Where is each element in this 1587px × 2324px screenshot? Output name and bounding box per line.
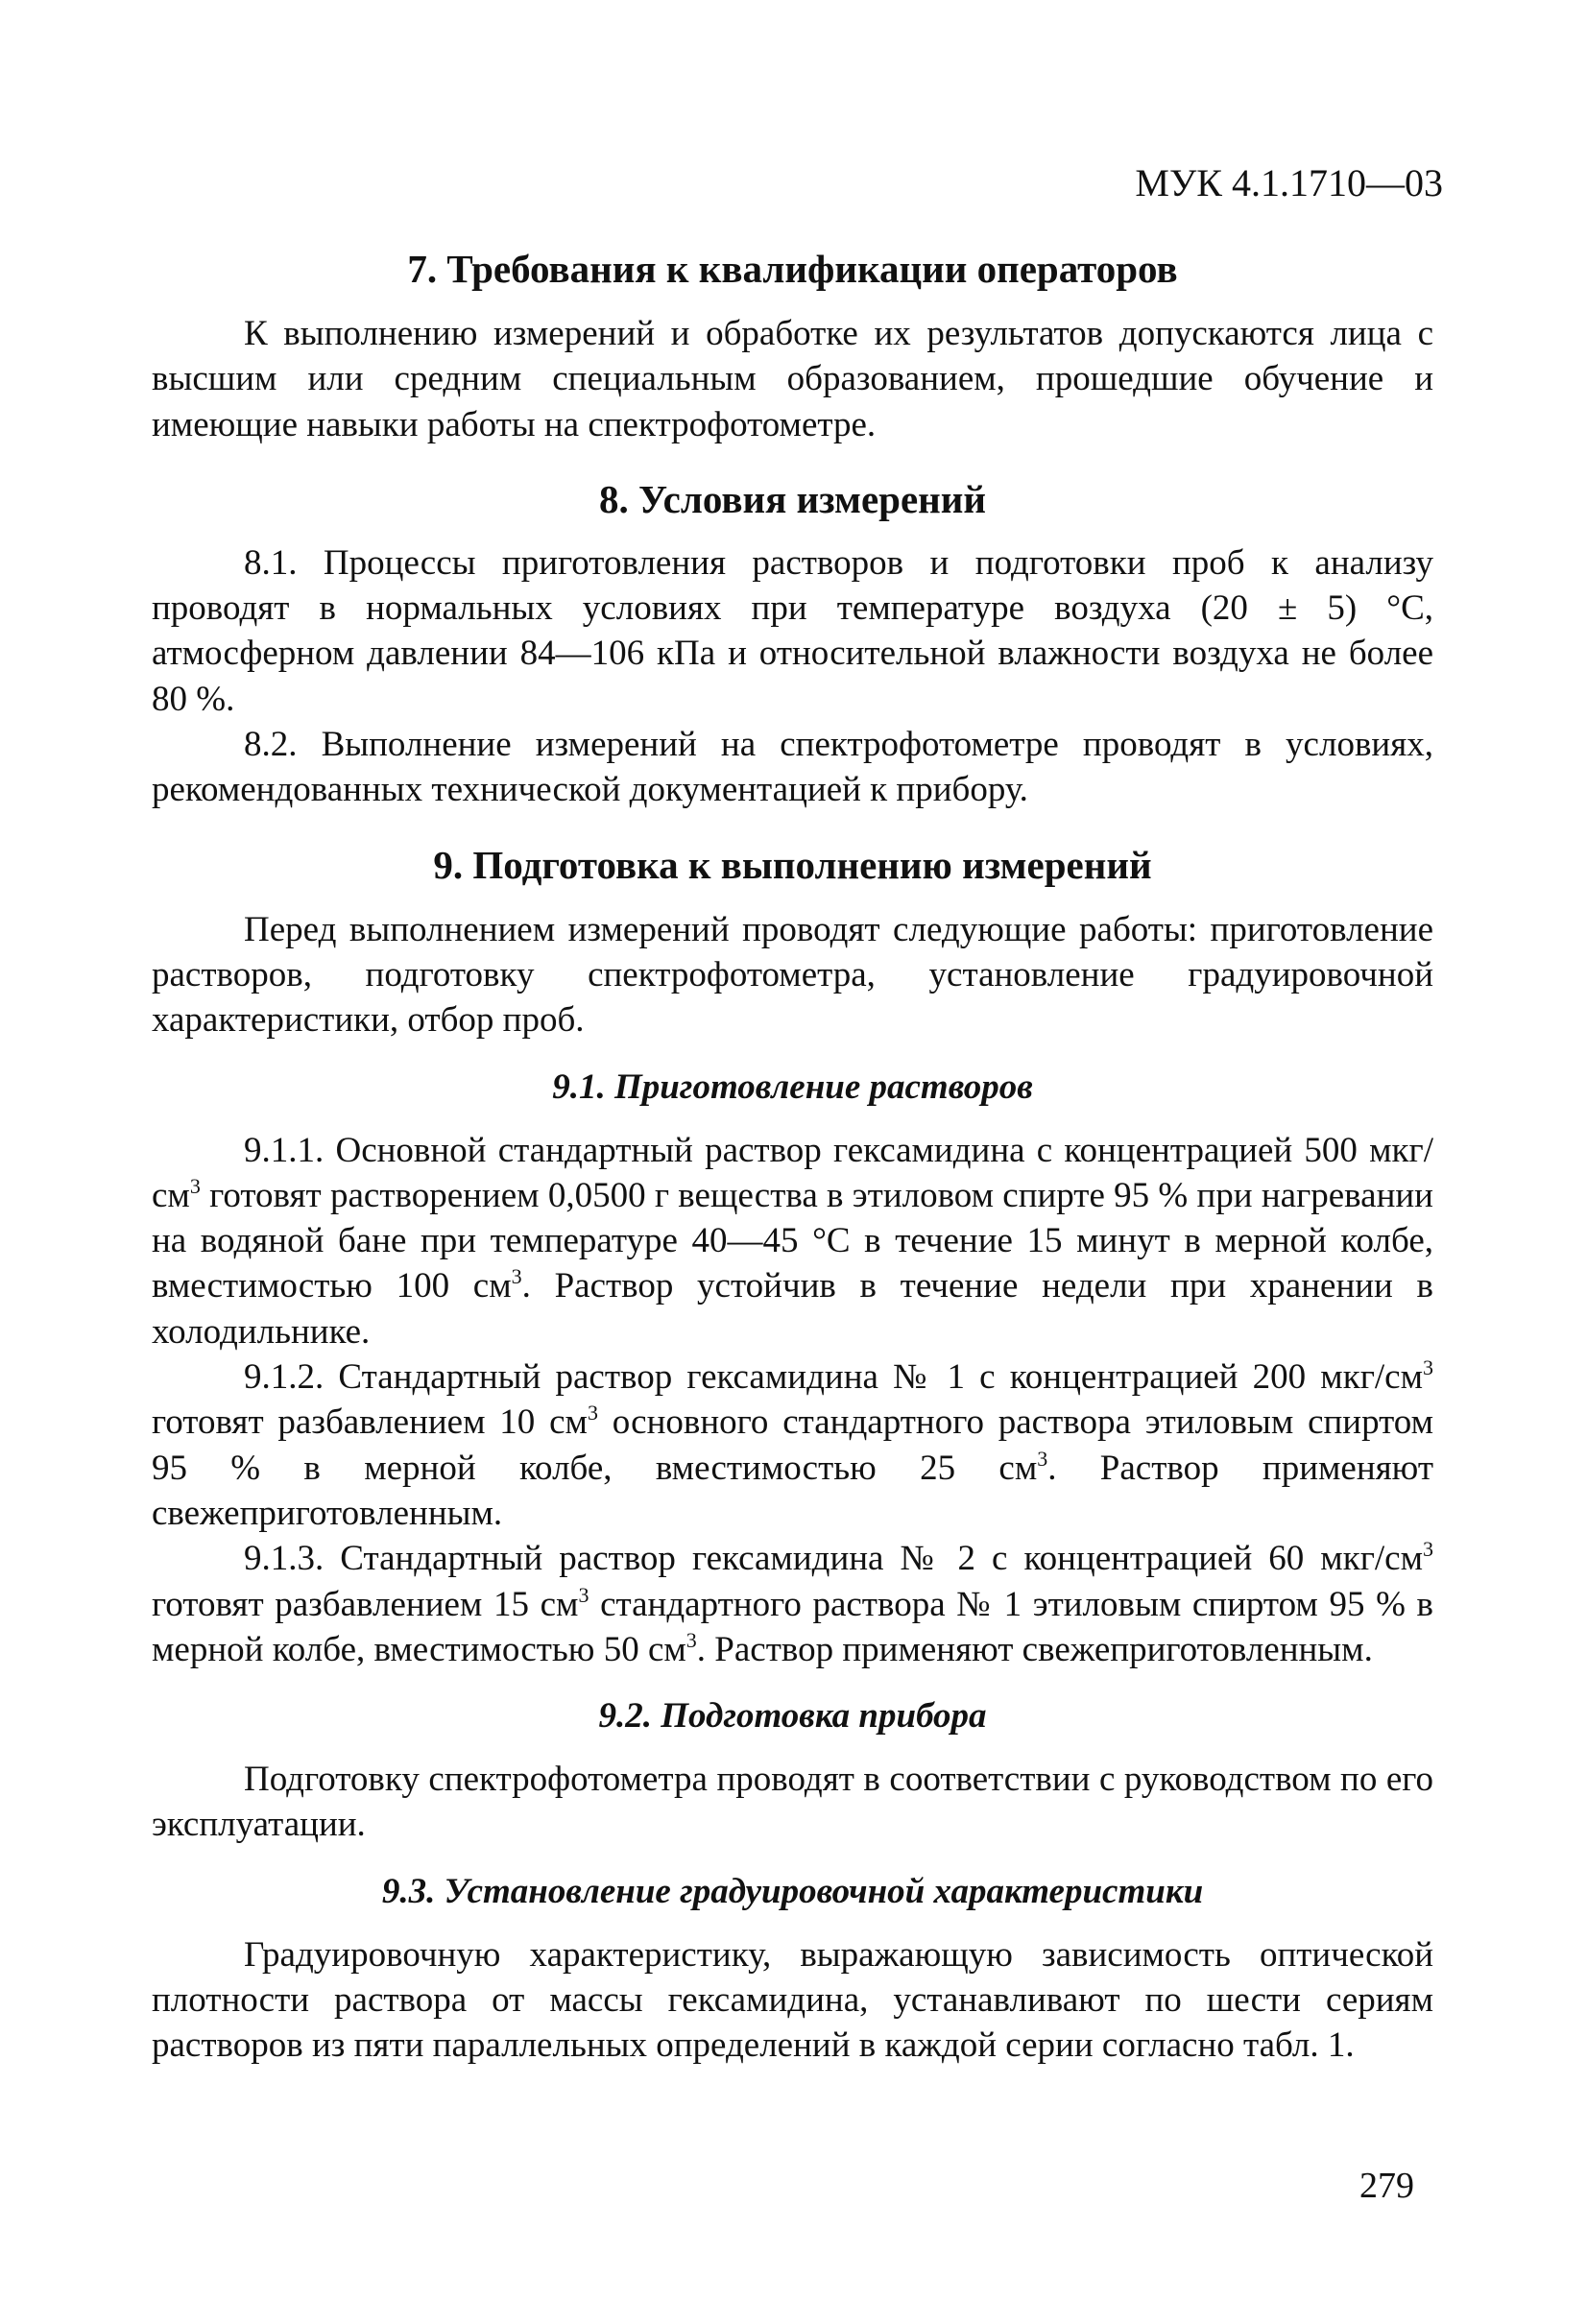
section-9-title: 9. Подготовка к выполнению измерений (433, 842, 1152, 887)
subsection-9-3-title: 9.3. Установление градуировочной характеристики (381, 1871, 1204, 1911)
paragraph-9-2: Подготовку спектрофотометра проводят в соответствии с руководством по его эксплуатации. (152, 1760, 1433, 1845)
paragraph-9-1-3: 9.1.3. Стандартный раствор гексамидина № 2 с концентрацией 60 мкг/$см^3$ готовят разбавлением 15 $см^3$ стандартного раствора № 1 этиловым спиртом 95 % в мерной колбе, вместимостью 50 $см^3$. Раствор применяют свежеприготовленным. (152, 1537, 1433, 1669)
document-code: МУК 4.1.1710—03 (1135, 161, 1443, 204)
section-9-intro: Перед выполнением измерений проводят следующие работы: приготовление растворов, подготовку спектрофотометра, установление градуировочной характеристики, отбор проб. (152, 909, 1433, 1041)
paragraph-9-3: Градуировочную характеристику, выражающую зависимость оптической плотности раствора от массы гексамидина, устанавливают по шести сериям растворов из пяти параллельных определений в каждой серии согласно табл. 1. (152, 1934, 1433, 2066)
section-7-paragraph: К выполнению измерений и обработке их результатов допускаются лица с высшим или средним специальным образованием, прошедшие обучение и имеющие навыки работы на спектрофотометре. (152, 314, 1433, 444)
section-7-title: 7. Требования к квалификации операторов (407, 247, 1178, 291)
page-content (152, 245, 1433, 2069)
paragraph-9-1-1: 9.1.1. Основной стандартный раствор гексамидина с концентрацией 500 мкг/$см^3$ готовят растворением 0,0500 г вещества в этиловом спирте 95 % при нагревании на водяной бане при температуре 40—45 °С в течение 15 минут в мерной колбе, вместимостью 100 $см^3$. Раствор устойчив в течение недели при хранении в холодильнике. (152, 1130, 1433, 1352)
paragraph-9-1-2: 9.1.2. Стандартный раствор гексамидина № 1 с концентрацией 200 мкг/$см^3$ готовят разбавлением 10 $см^3$ основного стандартного раствора этиловым спиртом 95 % в мерной колбе, вместимостью 25 $см^3$. Раствор применяют свежеприготовленным. (152, 1355, 1433, 1533)
page-number: 279 (1359, 2166, 1414, 2206)
paragraph-8-2: 8.2. Выполнение измерений на спектрофотометре проводят в условиях, рекомендованных технической документацией к прибору. (152, 725, 1433, 810)
section-8-title: 8. Условия измерений (598, 476, 987, 521)
paragraph-8-1: 8.1. Процессы приготовления растворов и подготовки проб к анализу проводят в нормальных условиях при температуре воздуха (20 ± 5) °С, атмосферном давлении 84—106 кПа и относительной влажности воздуха не более 80 %. (152, 542, 1433, 719)
subsection-9-2-title: 9.2. Подготовка прибора (598, 1696, 987, 1737)
subsection-9-1-title: 9.1. Приготовление растворов (552, 1066, 1033, 1107)
